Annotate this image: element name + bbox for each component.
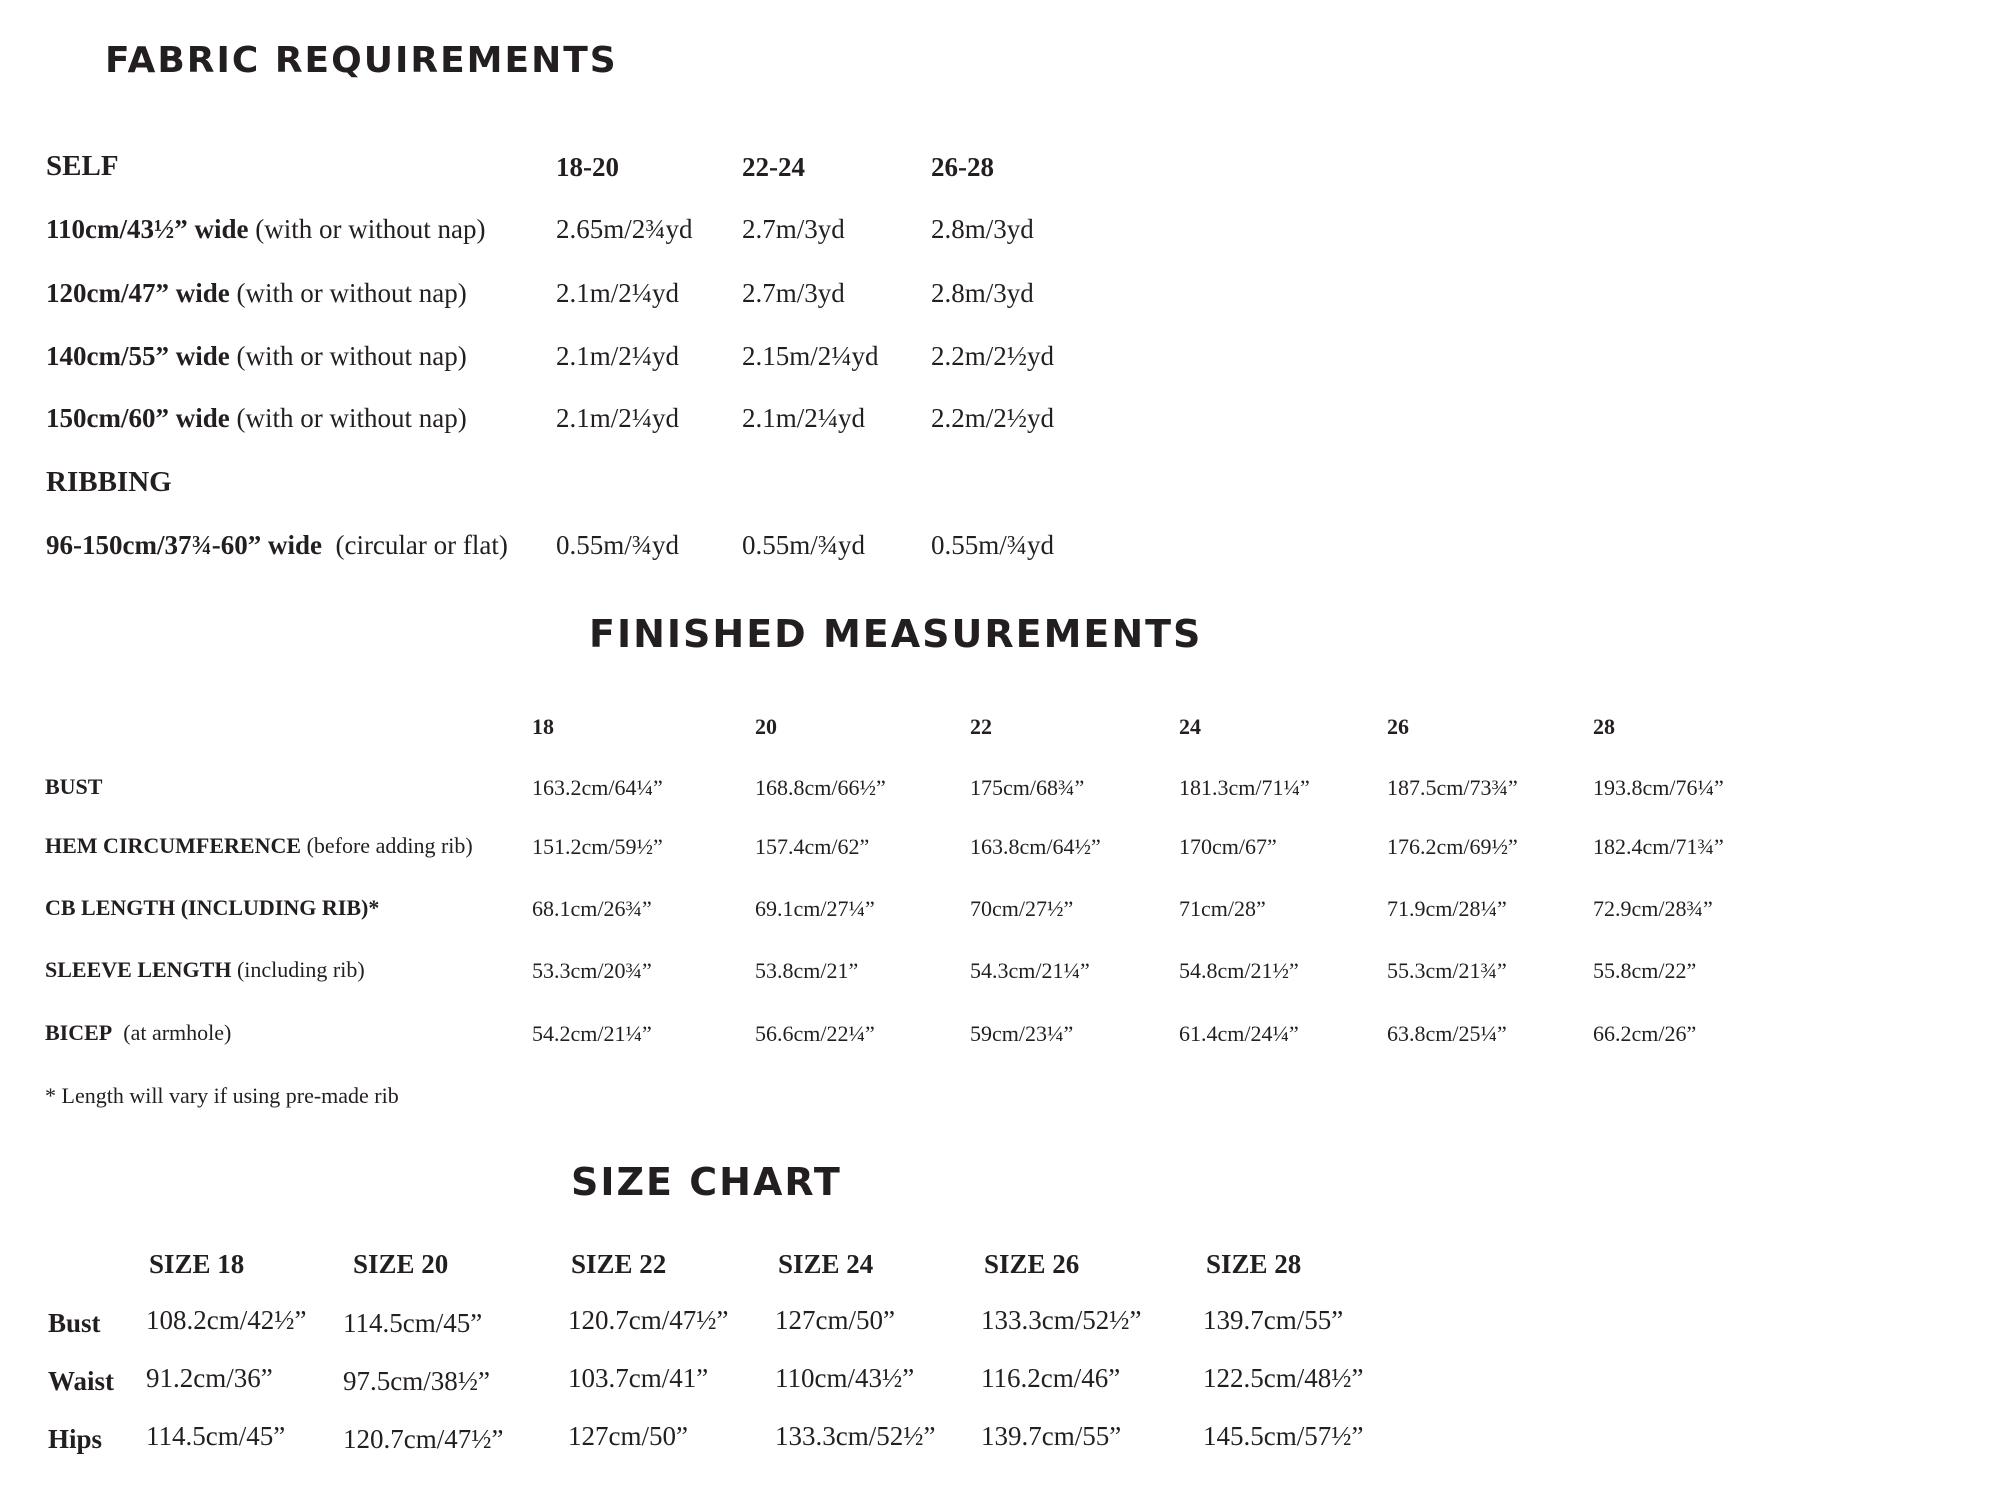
fm-size-header: 20 bbox=[755, 714, 777, 739]
fabric-size-header: 22-24 bbox=[742, 152, 805, 182]
ribbing-label: RIBBING bbox=[46, 466, 172, 498]
ribbing-value: 0.55m/¾yd bbox=[742, 530, 866, 560]
fm-value: 55.8cm/22” bbox=[1593, 958, 1697, 983]
fabric-row-label: 140cm/55” wide (with or without nap) bbox=[46, 341, 467, 371]
fabric-value: 2.7m/3yd bbox=[742, 214, 845, 244]
fm-value: 66.2cm/26” bbox=[1593, 1021, 1697, 1046]
fm-value: 53.3cm/20¾” bbox=[532, 958, 652, 983]
fm-value: 63.8cm/25¼” bbox=[1387, 1021, 1507, 1046]
fm-row-label: HEM CIRCUMFERENCE (before adding rib) bbox=[45, 833, 473, 858]
fm-size-header: 18 bbox=[532, 714, 554, 739]
sc-value: 133.3cm/52½” bbox=[775, 1421, 936, 1451]
fm-value: 176.2cm/69½” bbox=[1387, 834, 1518, 859]
fm-row-label: BICEP (at armhole) bbox=[45, 1020, 232, 1045]
fabric-value: 2.8m/3yd bbox=[931, 278, 1034, 308]
fm-value: 69.1cm/27¼” bbox=[755, 896, 875, 921]
fm-footnote: * Length will vary if using pre-made rib bbox=[45, 1083, 399, 1108]
sc-value: 103.7cm/41” bbox=[568, 1363, 709, 1393]
sc-size-header: SIZE 20 bbox=[353, 1249, 449, 1279]
fm-value: 70cm/27½” bbox=[970, 896, 1074, 921]
sc-value: 139.7cm/55” bbox=[981, 1421, 1122, 1451]
fabric-size-header: 26-28 bbox=[931, 152, 994, 182]
finished-measurements-title: FINISHED MEASUREMENTS bbox=[589, 612, 1203, 656]
fm-value: 54.3cm/21¼” bbox=[970, 958, 1090, 983]
ribbing-value: 0.55m/¾yd bbox=[556, 530, 680, 560]
sc-value: 114.5cm/45” bbox=[343, 1308, 483, 1338]
fabric-value: 2.8m/3yd bbox=[931, 214, 1034, 244]
fabric-size-header: 18-20 bbox=[556, 152, 619, 182]
fm-value: 163.8cm/64½” bbox=[970, 834, 1101, 859]
fm-row-label: CB LENGTH (INCLUDING RIB)* bbox=[45, 895, 380, 920]
sc-value: 145.5cm/57½” bbox=[1203, 1421, 1364, 1451]
sc-value: 120.7cm/47½” bbox=[568, 1305, 729, 1335]
fm-value: 151.2cm/59½” bbox=[532, 834, 663, 859]
fabric-value: 2.1m/2¼yd bbox=[556, 341, 680, 371]
sc-value: 133.3cm/52½” bbox=[981, 1305, 1142, 1335]
sc-size-header: SIZE 22 bbox=[571, 1249, 667, 1279]
sc-value: 116.2cm/46” bbox=[981, 1363, 1121, 1393]
fabric-value: 2.7m/3yd bbox=[742, 278, 845, 308]
sc-row-label: Waist bbox=[48, 1366, 115, 1396]
fm-value: 168.8cm/66½” bbox=[755, 775, 886, 800]
fm-value: 56.6cm/22¼” bbox=[755, 1021, 875, 1046]
fm-value: 157.4cm/62” bbox=[755, 834, 870, 859]
fabric-row-label: 150cm/60” wide (with or without nap) bbox=[46, 403, 467, 433]
fm-value: 181.3cm/71¼” bbox=[1179, 775, 1310, 800]
sc-size-header: SIZE 28 bbox=[1206, 1249, 1302, 1279]
fm-value: 54.2cm/21¼” bbox=[532, 1021, 652, 1046]
fm-value: 187.5cm/73¾” bbox=[1387, 775, 1518, 800]
sc-value: 120.7cm/47½” bbox=[343, 1424, 504, 1454]
sc-value: 108.2cm/42½” bbox=[146, 1305, 307, 1335]
size-chart-title: SIZE CHART bbox=[571, 1160, 842, 1204]
self-label: SELF bbox=[46, 150, 119, 182]
fm-value: 68.1cm/26¾” bbox=[532, 896, 652, 921]
fabric-row-label: 120cm/47” wide (with or without nap) bbox=[46, 278, 467, 308]
fabric-value: 2.2m/2½yd bbox=[931, 341, 1055, 371]
fm-size-header: 26 bbox=[1387, 714, 1409, 739]
fm-value: 53.8cm/21” bbox=[755, 958, 859, 983]
sc-size-header: SIZE 18 bbox=[149, 1249, 245, 1279]
fabric-value: 2.1m/2¼yd bbox=[556, 403, 680, 433]
fm-value: 163.2cm/64¼” bbox=[532, 775, 663, 800]
ribbing-value: 0.55m/¾yd bbox=[931, 530, 1055, 560]
fabric-requirements-title: FABRIC REQUIREMENTS bbox=[105, 40, 618, 81]
fm-value: 170cm/67” bbox=[1179, 834, 1277, 859]
fm-value: 182.4cm/71¾” bbox=[1593, 834, 1724, 859]
fm-value: 61.4cm/24¼” bbox=[1179, 1021, 1299, 1046]
fm-size-header: 24 bbox=[1179, 714, 1201, 739]
ribbing-row-label: 96-150cm/37¾-60” wide (circular or flat) bbox=[46, 530, 508, 560]
fabric-value: 2.65m/2¾yd bbox=[556, 214, 693, 244]
sc-value: 91.2cm/36” bbox=[146, 1363, 273, 1393]
fm-value: 71cm/28” bbox=[1179, 896, 1266, 921]
fabric-value: 2.1m/2¼yd bbox=[556, 278, 680, 308]
sc-value: 122.5cm/48½” bbox=[1203, 1363, 1364, 1393]
sc-size-header: SIZE 24 bbox=[778, 1249, 874, 1279]
fm-value: 72.9cm/28¾” bbox=[1593, 896, 1713, 921]
sc-value: 127cm/50” bbox=[775, 1305, 895, 1335]
fm-value: 55.3cm/21¾” bbox=[1387, 958, 1507, 983]
sc-value: 127cm/50” bbox=[568, 1421, 688, 1451]
fabric-value: 2.1m/2¼yd bbox=[742, 403, 866, 433]
sc-row-label: Bust bbox=[48, 1308, 101, 1338]
fm-value: 71.9cm/28¼” bbox=[1387, 896, 1507, 921]
fabric-value: 2.2m/2½yd bbox=[931, 403, 1055, 433]
fm-value: 193.8cm/76¼” bbox=[1593, 775, 1724, 800]
sc-value: 139.7cm/55” bbox=[1203, 1305, 1344, 1335]
fm-size-header: 22 bbox=[970, 714, 992, 739]
fm-value: 54.8cm/21½” bbox=[1179, 958, 1299, 983]
fm-row-label: SLEEVE LENGTH (including rib) bbox=[45, 957, 365, 982]
fabric-value: 2.15m/2¼yd bbox=[742, 341, 879, 371]
sc-row-label: Hips bbox=[48, 1424, 103, 1454]
fm-row-label: BUST bbox=[45, 774, 103, 799]
fm-value: 175cm/68¾” bbox=[970, 775, 1085, 800]
sc-value: 114.5cm/45” bbox=[146, 1421, 286, 1451]
fm-size-header: 28 bbox=[1593, 714, 1615, 739]
fabric-row-label: 110cm/43½” wide (with or without nap) bbox=[46, 214, 486, 244]
sc-value: 97.5cm/38½” bbox=[343, 1366, 490, 1396]
fm-value: 59cm/23¼” bbox=[970, 1021, 1074, 1046]
sc-size-header: SIZE 26 bbox=[984, 1249, 1080, 1279]
sc-value: 110cm/43½” bbox=[775, 1363, 915, 1393]
